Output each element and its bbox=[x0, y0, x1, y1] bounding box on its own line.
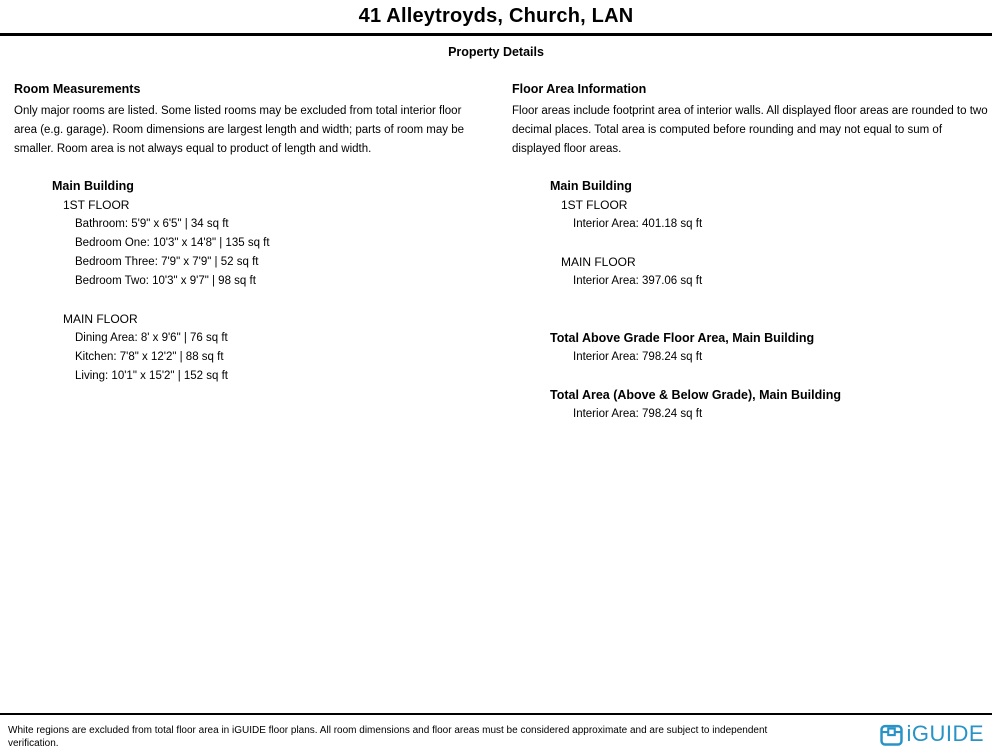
room-item: Kitchen: 7'8" x 12'2" | 88 sq ft bbox=[75, 351, 224, 363]
room-measurements-heading: Room Measurements bbox=[14, 82, 141, 96]
spacer bbox=[512, 367, 988, 386]
room-item: Bedroom One: 10'3" x 14'8" | 135 sq ft bbox=[75, 237, 270, 249]
total-area-label: Total Area (Above & Below Grade), Main Building bbox=[550, 388, 841, 402]
spacer bbox=[512, 291, 988, 329]
iguide-logo bbox=[880, 721, 984, 747]
room-item: Bedroom Three: 7'9" x 7'9" | 52 sq ft bbox=[75, 256, 259, 268]
floor-area-list bbox=[512, 177, 988, 424]
spacer bbox=[512, 234, 988, 253]
room-measurements-description: Only major rooms are listed. Some listed rooms may be excluded from total interior floor area (e.g. garage). Room dimensions are largest length and width; parts of room may be smaller. Room area is not always equal to product of length and width. bbox=[14, 105, 465, 155]
content-columns bbox=[0, 82, 992, 424]
building-name: Main Building bbox=[52, 179, 134, 193]
room-measurements-list bbox=[14, 177, 486, 386]
room-measurements-section bbox=[0, 82, 496, 424]
floor-name-1st-floor: 1ST FLOOR bbox=[63, 198, 130, 212]
floor-name-main-floor: MAIN FLOOR bbox=[561, 255, 636, 269]
page-header bbox=[0, 0, 992, 59]
footer-disclaimer: White regions are excluded from total floor area in iGUIDE floor plans. All room dimensions and floor areas must be considered approximate and are subject to independent verification. bbox=[8, 725, 768, 749]
iguide-camera-icon bbox=[880, 723, 903, 746]
interior-area-value: Interior Area: 397.06 sq ft bbox=[573, 275, 703, 287]
room-item: Dining Area: 8' x 9'6" | 76 sq ft bbox=[75, 332, 228, 344]
room-item: Living: 10'1" x 15'2" | 152 sq ft bbox=[75, 370, 228, 382]
room-item: Bathroom: 5'9" x 6'5" | 34 sq ft bbox=[75, 218, 229, 230]
interior-area-value: Interior Area: 401.18 sq ft bbox=[573, 218, 703, 230]
floor-name-1st-floor: 1ST FLOOR bbox=[561, 198, 628, 212]
iguide-logo-text: iGUIDE bbox=[906, 721, 984, 746]
interior-area-value: Interior Area: 798.24 sq ft bbox=[573, 351, 703, 363]
floor-area-heading: Floor Area Information bbox=[512, 82, 647, 96]
page-title: 41 Alleytroyds, Church, LAN bbox=[358, 5, 634, 27]
page-subtitle: Property Details bbox=[448, 45, 544, 59]
spacer bbox=[14, 291, 486, 310]
floor-area-section bbox=[496, 82, 992, 424]
total-above-grade-label: Total Above Grade Floor Area, Main Building bbox=[550, 331, 815, 345]
floor-name-main-floor: MAIN FLOOR bbox=[63, 312, 138, 326]
interior-area-value: Interior Area: 798.24 sq ft bbox=[573, 408, 703, 420]
room-item: Bedroom Two: 10'3" x 9'7" | 98 sq ft bbox=[75, 275, 256, 287]
page-footer bbox=[0, 713, 992, 750]
building-name: Main Building bbox=[550, 179, 632, 193]
floor-area-description: Floor areas include footprint area of interior walls. All displayed floor areas are rounded to two decimal places. Total area is computed before rounding and may not equal to sum of displayed floor areas. bbox=[512, 105, 988, 155]
header-divider bbox=[0, 33, 992, 36]
